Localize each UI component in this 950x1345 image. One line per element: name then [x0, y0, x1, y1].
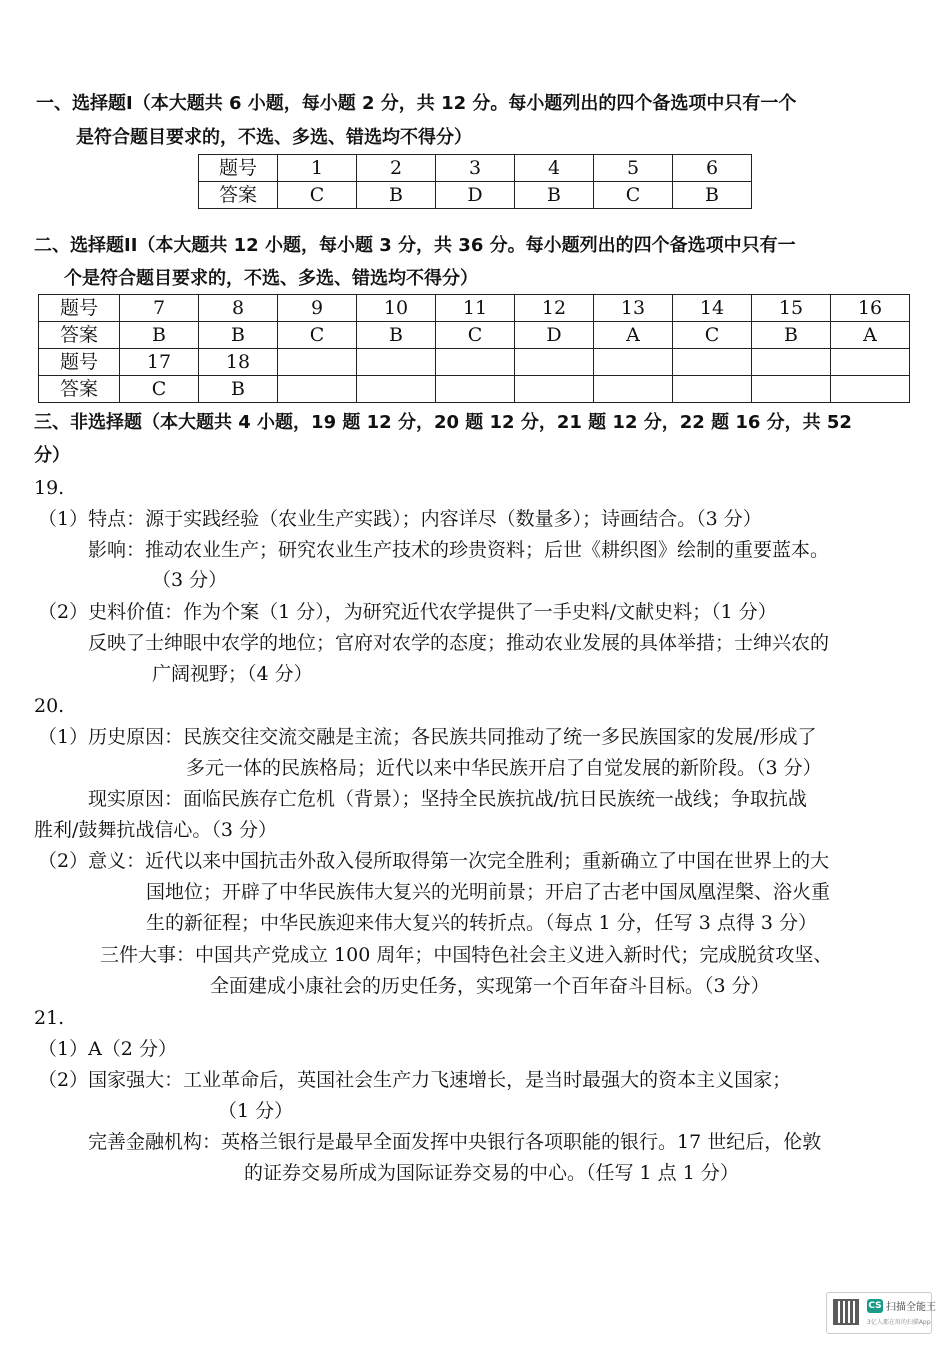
empty-cell	[436, 349, 515, 376]
q20-part1-line4: 胜利/鼓舞抗战信心。（3 分）	[34, 819, 278, 841]
number-cell: 14	[673, 295, 752, 322]
q21-part2-line1: （2）国家强大：工业革命后，英国社会生产力飞速增长，是当时最强大的资本主义国家；	[38, 1069, 792, 1091]
q19-number: 19.	[34, 477, 65, 499]
number-cell: 5	[594, 155, 673, 182]
answer-cell: C	[436, 322, 515, 349]
number-cell: 16	[831, 295, 910, 322]
empty-cell	[436, 376, 515, 403]
number-cell: 3	[436, 155, 515, 182]
empty-cell	[673, 349, 752, 376]
qr-code-icon	[833, 1299, 859, 1325]
row-label: 题号	[199, 155, 278, 182]
number-cell: 7	[120, 295, 199, 322]
section1-title-cont: 是符合题目要求的，不选、多选、错选均不得分）	[76, 127, 472, 148]
answer-cell: C	[673, 322, 752, 349]
empty-cell	[752, 376, 831, 403]
number-cell: 13	[594, 295, 673, 322]
number-cell: 2	[357, 155, 436, 182]
q19-part1-line3: （3 分）	[152, 569, 228, 591]
answer-cell: A	[594, 322, 673, 349]
section1-title: 一、选择题I（本大题共 6 小题，每小题 2 分，共 12 分。每小题列出的四个备选项中只有一个	[36, 93, 797, 114]
row-label: 题号	[39, 349, 120, 376]
row-label: 题号	[39, 295, 120, 322]
q19-part1-line2: 影响：推动农业生产；研究农业生产技术的珍贵资料；后世《耕织图》绘制的重要蓝本。	[88, 539, 830, 561]
empty-cell	[831, 349, 910, 376]
q20-part3-line1: 三件大事：中国共产党成立 100 周年；中国特色社会主义进入新时代；完成脱贫攻坚、	[100, 944, 833, 966]
answer-cell: B	[199, 376, 278, 403]
answer-cell: D	[436, 182, 515, 209]
q20-part3-line2: 全面建成小康社会的历史任务，实现第一个百年奋斗目标。（3 分）	[210, 975, 770, 997]
row-label: 答案	[39, 376, 120, 403]
empty-cell	[515, 376, 594, 403]
number-cell: 6	[673, 155, 752, 182]
q20-part2-line2: 国地位；开辟了中华民族伟大复兴的光明前景；开启了古老中国凤凰涅槃、浴火重	[146, 881, 831, 903]
q19-part2-line3: 广阔视野；（4 分）	[152, 663, 313, 685]
answer-cell: D	[515, 322, 594, 349]
q20-part1-line3: 现实原因：面临民族存亡危机（背景）；坚持全民族抗战/抗日民族统一战线；争取抗战	[88, 788, 807, 810]
watermark-brand: 扫描全能王	[886, 1302, 936, 1313]
q20-part1-line1: （1）历史原因：民族交往交流交融是主流；各民族共同推动了统一多民族国家的发展/形成了	[38, 726, 817, 748]
q21-part3-line2: 的证券交易所成为国际证券交易的中心。（任写 1 点 1 分）	[244, 1162, 739, 1184]
answer-cell: B	[752, 322, 831, 349]
scanner-watermark	[826, 1292, 936, 1334]
number-cell: 10	[357, 295, 436, 322]
empty-cell	[357, 349, 436, 376]
number-cell: 11	[436, 295, 515, 322]
q21-part2-line2: （1 分）	[218, 1100, 294, 1122]
table-row	[199, 155, 752, 182]
table-row	[39, 376, 910, 403]
section2-title: 二、选择题II（本大题共 12 小题，每小题 3 分，共 36 分。每小题列出的四个备选项中只有一	[34, 235, 796, 256]
number-cell: 15	[752, 295, 831, 322]
q19-part2-line1: （2）史料价值：作为个案（1 分），为研究近代农学提供了一手史料/文献史料；（1 分）	[38, 601, 777, 623]
answer-cell: B	[199, 322, 278, 349]
q20-part1-line2: 多元一体的民族格局；近代以来中华民族开启了自觉发展的新阶段。（3 分）	[186, 757, 822, 779]
answer-cell: B	[120, 322, 199, 349]
section3-title-cont: 分）	[34, 445, 70, 466]
answer-cell: B	[357, 322, 436, 349]
q20-number: 20.	[34, 695, 65, 717]
section3-title: 三、非选择题（本大题共 4 小题，19 题 12 分，20 题 12 分，21 题 12 分，22 题 16 分，共 52	[34, 412, 852, 433]
empty-cell	[515, 349, 594, 376]
watermark-tagline: 3亿人都在用的扫描App	[867, 1319, 931, 1326]
q21-number: 21.	[34, 1007, 65, 1029]
empty-cell	[278, 349, 357, 376]
empty-cell	[752, 349, 831, 376]
answer-cell: B	[357, 182, 436, 209]
section2-answer-table	[38, 294, 910, 403]
empty-cell	[594, 376, 673, 403]
q19-part2-line2: 反映了士绅眼中农学的地位；官府对农学的态度；推动农业发展的具体举措；士绅兴农的	[88, 632, 830, 654]
table-row	[39, 349, 910, 376]
row-label: 答案	[199, 182, 278, 209]
number-cell: 17	[120, 349, 199, 376]
row-label: 答案	[39, 322, 120, 349]
empty-cell	[357, 376, 436, 403]
answer-cell: C	[594, 182, 673, 209]
number-cell: 18	[199, 349, 278, 376]
answer-cell: B	[515, 182, 594, 209]
q21-part1: （1）A（2 分）	[38, 1038, 177, 1060]
answer-cell: C	[120, 376, 199, 403]
empty-cell	[594, 349, 673, 376]
section1-answer-table	[198, 154, 752, 209]
q20-part2-line3: 生的新征程；中华民族迎来伟大复兴的转折点。（每点 1 分，任写 3 点得 3 分）	[146, 912, 818, 934]
empty-cell	[673, 376, 752, 403]
number-cell: 4	[515, 155, 594, 182]
empty-cell	[278, 376, 357, 403]
number-cell: 1	[278, 155, 357, 182]
answer-cell: A	[831, 322, 910, 349]
q21-part3-line1: 完善金融机构：英格兰银行是最早全面发挥中央银行各项职能的银行。17 世纪后，伦敦	[88, 1131, 822, 1153]
table-row	[39, 322, 910, 349]
empty-cell	[831, 376, 910, 403]
cs-badge: CS	[868, 1301, 882, 1311]
q20-part2-line1: （2）意义：近代以来中国抗击外敌入侵所取得第一次完全胜利；重新确立了中国在世界上的大	[38, 850, 830, 872]
answer-cell: B	[673, 182, 752, 209]
answer-cell: C	[278, 182, 357, 209]
number-cell: 9	[278, 295, 357, 322]
section2-title-cont: 个是符合题目要求的，不选、多选、错选均不得分）	[64, 268, 478, 289]
q19-part1-line1: （1）特点：源于实践经验（农业生产实践）；内容详尽（数量多）；诗画结合。（3 分）	[38, 508, 762, 530]
answer-cell: C	[278, 322, 357, 349]
table-row	[199, 182, 752, 209]
number-cell: 8	[199, 295, 278, 322]
number-cell: 12	[515, 295, 594, 322]
table-row	[39, 295, 910, 322]
